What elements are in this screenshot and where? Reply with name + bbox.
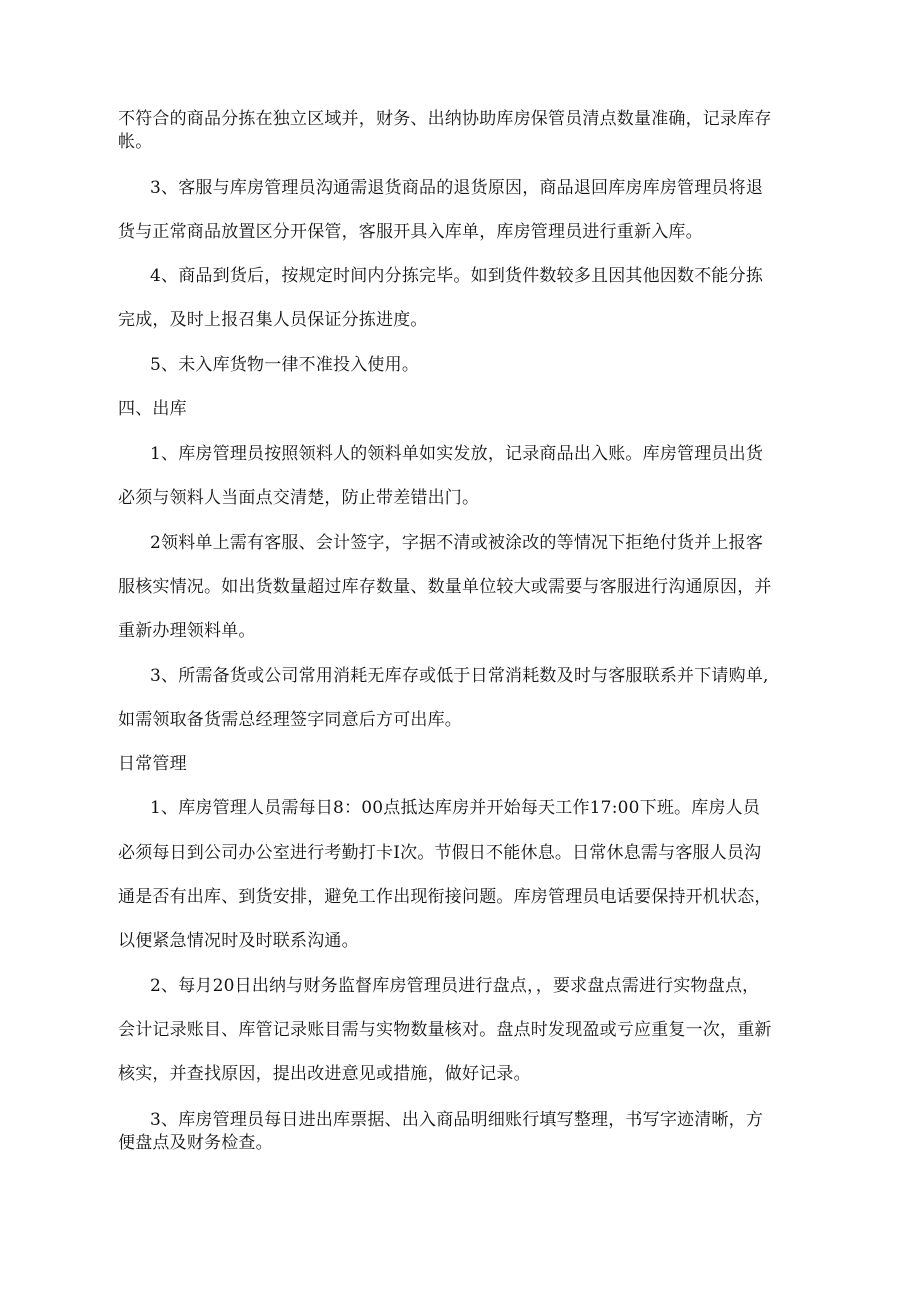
paragraph-line: 以便紧急情况时及时联系沟通。 (118, 931, 359, 951)
paragraph-line: 2领料单上需有客服、会计签字，字据不清或被涂改的等情况下拒绝付货并上报客 (150, 533, 764, 553)
paragraph-line: 完成，及时上报召集人员保证分拣进度。 (118, 310, 428, 330)
paragraph-line: 重新办理领料单。 (118, 621, 256, 641)
paragraph-line: 如需领取备货需总经理签字同意后方可出库。 (118, 710, 462, 730)
paragraph-line: 4、商品到货后，按规定时间内分拣完毕。如到货件数较多且因其他因数不能分拣 (150, 266, 764, 286)
paragraph-line: 1、库房管理人员需每日8：00点抵达库房并开始每天工作17:00下班。库房人员 (150, 798, 761, 818)
paragraph-line: 通是否有出库、到货安排，避免工作出现衔接问题。库房管理员电话要保持开机状态， (118, 887, 772, 907)
paragraph-line: 3、所需备货或公司常用消耗无库存或低于日常消耗数及时与客服联系并下请购单, (150, 666, 769, 686)
paragraph-line: 会计记录账目、库管记录账目需与实物数量核对。盘点时发现盈或亏应重复一次，重新 (118, 1020, 772, 1040)
paragraph-line: 2、每月20日出纳与财务监督库房管理员进行盘点，，要求盘点需进行实物盘点， (150, 976, 760, 996)
paragraph-line: 服核实情况。如出货数量超过库存数量、数量单位较大或需要与客服进行沟通原因，并 (118, 577, 772, 597)
section-heading: 日常管理 (118, 754, 187, 774)
paragraph-line: 3、客服与库房管理员沟通需退货商品的退货原因，商品退回库房库房管理员将退 (150, 178, 764, 198)
paragraph-line: 3、库房管理员每日进出库票据、出入商品明细账行填写整理，书写字迹清晰，方 (150, 1110, 764, 1130)
paragraph-line: 5、未入库货物一律不准投入使用。 (150, 355, 420, 375)
paragraph-line: 必须与领料人当面点交清楚，防止带差错出门。 (118, 488, 480, 508)
paragraph-line: 货与正常商品放置区分开保管，客服开具入库单，库房管理员进行重新入库。 (118, 222, 703, 242)
paragraph-line: 必须每日到公司办公室进行考勤打卡I次。节假日不能休息。日常休息需与客服人员沟 (118, 843, 762, 863)
section-heading: 四、出库 (118, 399, 187, 419)
paragraph-line: 核实，并查找原因，提出改进意见或措施，做好记录。 (118, 1064, 531, 1084)
paragraph-line: 不符合的商品分拣在独立区域并，财务、出纳协助库房保管员清点数量准确，记录库存 (118, 109, 772, 129)
paragraph-line: 1、库房管理员按照领料人的领料单如实发放，记录商品出入账。库房管理员出货 (150, 444, 764, 464)
paragraph-line: 便盘点及财务检查。 (118, 1133, 273, 1153)
paragraph-line: 帐。 (118, 132, 153, 152)
